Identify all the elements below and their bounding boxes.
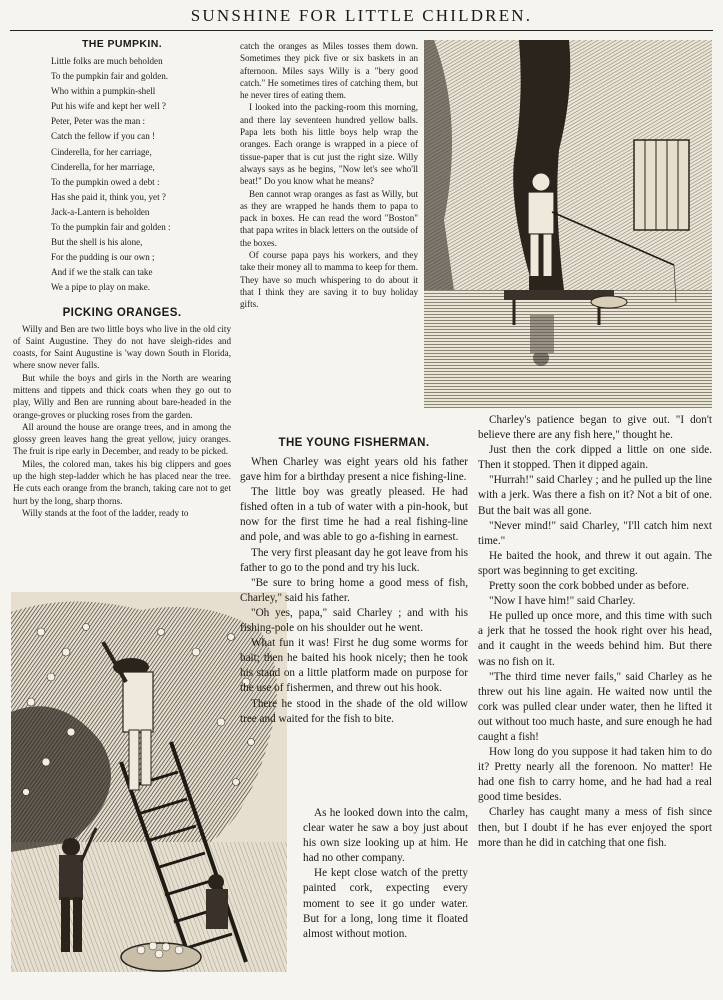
poem-line: Catch the fellow if you can ! (51, 131, 156, 142)
poem-line: For the pudding is our own ; (51, 252, 155, 263)
paragraph: Charley's patience began to give out. "I don't believe there are any fish here," thought he. (478, 414, 712, 442)
poem-line: To the pumpkin fair and golden. (51, 71, 169, 82)
paragraph: "Be sure to bring home a good mess of fish, Charley," said his father. (240, 576, 468, 604)
paragraph: Of course papa pays his workers, and they take their money all to mamma to keep for them. They have so much whispering to do about it that I think they are saving it to buy holiday gifts. (240, 250, 418, 310)
poem-line: Little folks are much beholden (51, 56, 163, 66)
poem-line: And if we the stalk can take (51, 267, 153, 278)
paragraph: Just then the cork dipped a little on one side. Then it stopped. Then it dipped again. (478, 444, 712, 472)
paragraph: Ben cannot wrap oranges as fast as Willy, but as they are wrapped he hands them to papa to pack in boxes. He can read the word "Boston" that papa writes in black letters on the outside of the boxes. (240, 188, 418, 248)
column-3-narrow (303, 806, 468, 942)
column-2 (240, 40, 418, 311)
paragraph: "Now I have him!" said Charley. (489, 595, 636, 608)
column-4 (478, 413, 712, 851)
poem-line: Who within a pumpkin-shell (51, 86, 156, 97)
poem-line: Cinderella, for her marriage, (51, 161, 155, 172)
paragraph: All around the house are orange trees, and in among the glossy green leaves hang the great yellow, juicy oranges. The fruit is ripe early in December, and ready to be picked. (13, 421, 231, 457)
paragraph: Willy stands at the foot of the ladder, ready to (22, 507, 189, 518)
column-1 (13, 38, 231, 519)
paragraph: He kept close watch of the pretty painted cork, expecting every moment to see it go under water. But for a long, long time it floated almost without motion. (303, 867, 468, 940)
paragraph: I looked into the packing-room this morning, and there lay seventeen hundred yellow balls. Papa lets both his little boys help wrap the oranges. Each orange is wrapped in a piece of tissue-paper that is cut just the right size. Willy always says as he begins, "Now let's see who'll beat!" Do you know what he means? (240, 102, 418, 187)
young-fisherman-illustration (424, 40, 712, 408)
paragraph: Willy and Ben are two little boys who live in the old city of Saint Augustine. They do not have sleigh-rides and coasts, for Saint Augustine is 'way down South in Florida, where snow never falls. (13, 323, 231, 371)
poem-line: Has she paid it, think you, yet ? (51, 191, 166, 202)
page-title: SUNSHINE FOR LITTLE CHILDREN. (190, 6, 533, 25)
paragraph: Pretty soon the cork bobbed under as before. (489, 580, 690, 593)
paragraph: "The third time never fails," said Charley as he threw out his line again. He waited now until the cork was pulled clear under water, then he lifted it out without too much haste, and sure enough he had caught a fish! (478, 670, 712, 743)
poem-line: To the pumpkin fair and golden : (51, 222, 171, 233)
paragraph: Miles, the colored man, takes his big clippers and goes up the high step-ladder which he has placed near the tree. He cuts each orange from the branch, taking care not to get hurt by the long, sharp thorns. (13, 458, 231, 506)
fisherman-engraving (424, 40, 712, 408)
pumpkin-title: THE PUMPKIN. (81, 38, 163, 50)
paragraph: catch the oranges as Miles tosses them down. Sometimes they pick five or six baskets in an afternoon. Miles says Willy is a "bery good catch." He sometimes tires of catching them, but he never tires of eating them. (240, 41, 418, 101)
paragraph: He baited the hook, and threw it out again. The sport was beginning to get exciting. (478, 549, 712, 577)
poem-line: Peter, Peter was the man : (51, 116, 146, 127)
paragraph: But while the boys and girls in the North are wearing mittens and tippets and thick coats when they go out to play, Willy and Ben are running about bare-headed in the orange-groves or plucking roses from the garden. (13, 372, 231, 420)
poem-line: Put his wife and kept her well ? (51, 101, 166, 112)
paragraph: He pulled up once more, and this time with such a jerk that he tossed the hook right over his head, and it caught in the weeds behind him. But there was no fish on it. (478, 610, 712, 668)
poem-line: Jack-a-Lantern is beholden (51, 206, 150, 217)
poem-line: But the shell is his alone, (51, 237, 143, 248)
paragraph: As he looked down into the calm, clear water he saw a boy just about his own size looking up at him. He had no other company. (303, 807, 468, 865)
paragraph: The little boy was greatly pleased. He had fished often in a tub of water with a pin-hook, but now for the first time he had a real fishing-line and pole, and was able to go a-fishing in earnest. (240, 486, 468, 544)
paragraph: "Oh yes, papa," said Charley ; and with his fishing-pole on his shoulder out he went. (240, 606, 468, 635)
paragraph: "Never mind!" said Charley, "I'll catch him next time." (478, 519, 712, 547)
fisherman-title: THE YOUNG FISHERMAN. (278, 437, 430, 449)
paragraph: When Charley was eight years old his father gave him for a birthday present a nice fishing-line. (240, 456, 468, 484)
poem-line: Cinderella, for her carriage, (51, 146, 152, 157)
paragraph: What fun it was! First he dug some worms for bait; then he baited his hook nicely; then he took his stand on a little platform made on purpose for the use of fishermen, and threw out his hook. (240, 637, 468, 695)
paragraph: There he stood in the shade of the old willow tree and waited for the fish to bite. (240, 697, 468, 725)
pumpkin-poem (13, 54, 231, 296)
header-rule (10, 30, 713, 31)
paragraph: Charley has caught many a mess of fish since then, but I doubt if he has ever enjoyed the sport more than he did in catching that one fish. (478, 806, 712, 849)
poem-line: We a pipe to play on make. (51, 282, 151, 293)
paragraph: How long do you suppose it had taken him to do it? Pretty nearly all the forenoon. No matter! He had one fish to carry home, and he had had a real good time besides. (478, 746, 712, 804)
oranges-title: PICKING ORANGES. (62, 306, 182, 319)
paragraph: "Hurrah!" said Charley ; and he pulled up the line with a jerk. Was there a fish on it? Not a bit of one. But the bait was all gone. (478, 474, 712, 517)
paragraph: The very first pleasant day he got leave from his father to go to the pond and try his luck. (240, 546, 468, 574)
column-3 (240, 437, 468, 727)
poem-line: To the pumpkin owed a debt : (51, 176, 160, 187)
